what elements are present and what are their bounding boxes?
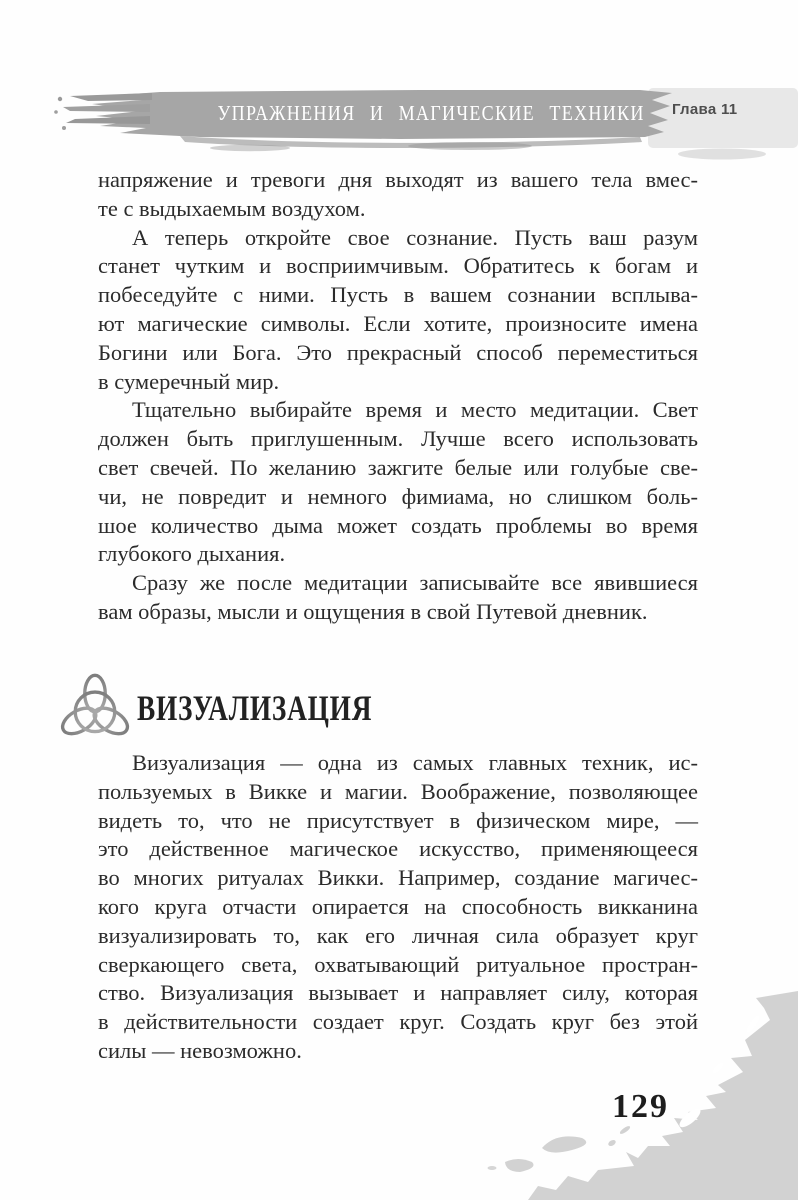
text-line: глубокого дыхания. [98, 541, 286, 567]
text-line: чи, не повредит и немного фимиама, но слишком боль- [98, 483, 698, 509]
text-line: шое количество дыма может создать проблемы во время [98, 512, 698, 538]
torn-paper-corner-icon [0, 960, 798, 1200]
text-line: сверкающего света, охватывающий ритуальное простран- [98, 951, 698, 977]
text-line: должен быть приглушенным. Лучше всего использовать [98, 426, 698, 452]
text-line: в действительности создает круг. Создать круг без этой [98, 1009, 698, 1035]
text-line: Визуализация — одна из самых главных техник, ис- [132, 750, 698, 775]
text-line: Сразу же после медитации записывайте все явившиеся [132, 570, 698, 596]
paragraph [98, 166, 698, 224]
text-line: Богини или Бога. Это прекрасный способ переместиться [98, 339, 698, 365]
text-line: пользуемых в Викке и магии. Воображение, позволяющее [98, 778, 698, 804]
text-line: побеседуйте с ними. Пусть в вашем сознании всплыва- [98, 282, 698, 308]
text-line: кого круга отчасти опирается на способность викканина [98, 893, 698, 919]
text-line: силы — невозможно. [98, 1037, 302, 1063]
text-line: Тщательно выбирайте время и место медитации. Свет [132, 397, 698, 423]
text-line: свет свечей. По желанию зажгите белые или голубые све- [98, 454, 698, 480]
running-head: УПРАЖНЕНИЯ И МАГИЧЕСКИЕ ТЕХНИКИ [217, 101, 645, 125]
triquetra-icon [57, 668, 133, 748]
paragraph [98, 396, 698, 569]
paragraph [98, 224, 698, 397]
text-line: вам образы, мысли и ощущения в свой Путевой дневник. [98, 598, 648, 624]
text-line: А теперь откройте свое сознание. Пусть ваш разум [132, 224, 698, 250]
text-line: ство. Визуализация вызывает и направляет силу, которая [98, 980, 698, 1006]
paragraph [98, 569, 698, 627]
text-line: станет чутким и восприимчивым. Обратитесь к богам и [98, 253, 698, 279]
text-line: видеть то, что не присутствует в физическом мире, — [98, 807, 698, 833]
text-line: в сумеречный мир. [98, 368, 280, 394]
text-line: ют магические символы. Если хотите, произносите имена [98, 310, 698, 336]
chapter-label: Глава 11 [672, 101, 738, 118]
header-brush-band-icon [0, 0, 798, 180]
section-title: ВИЗУАЛИЗАЦИЯ [137, 688, 373, 728]
page-number: 129 [612, 1088, 669, 1125]
section-heading-row [57, 663, 447, 753]
text-line: во многих ритуалах Викки. Например, создание магичес- [98, 865, 698, 891]
text-line: визуализировать то, как его личная сила образует круг [98, 922, 698, 948]
text-line: те с выдыхаемым воздухом. [98, 195, 366, 221]
body-text-block [98, 166, 698, 627]
text-line: это действенное магическое искусство, применяющееся [98, 836, 698, 862]
text-line: напряжение и тревоги дня выходят из вашего тела вмес- [98, 167, 698, 192]
